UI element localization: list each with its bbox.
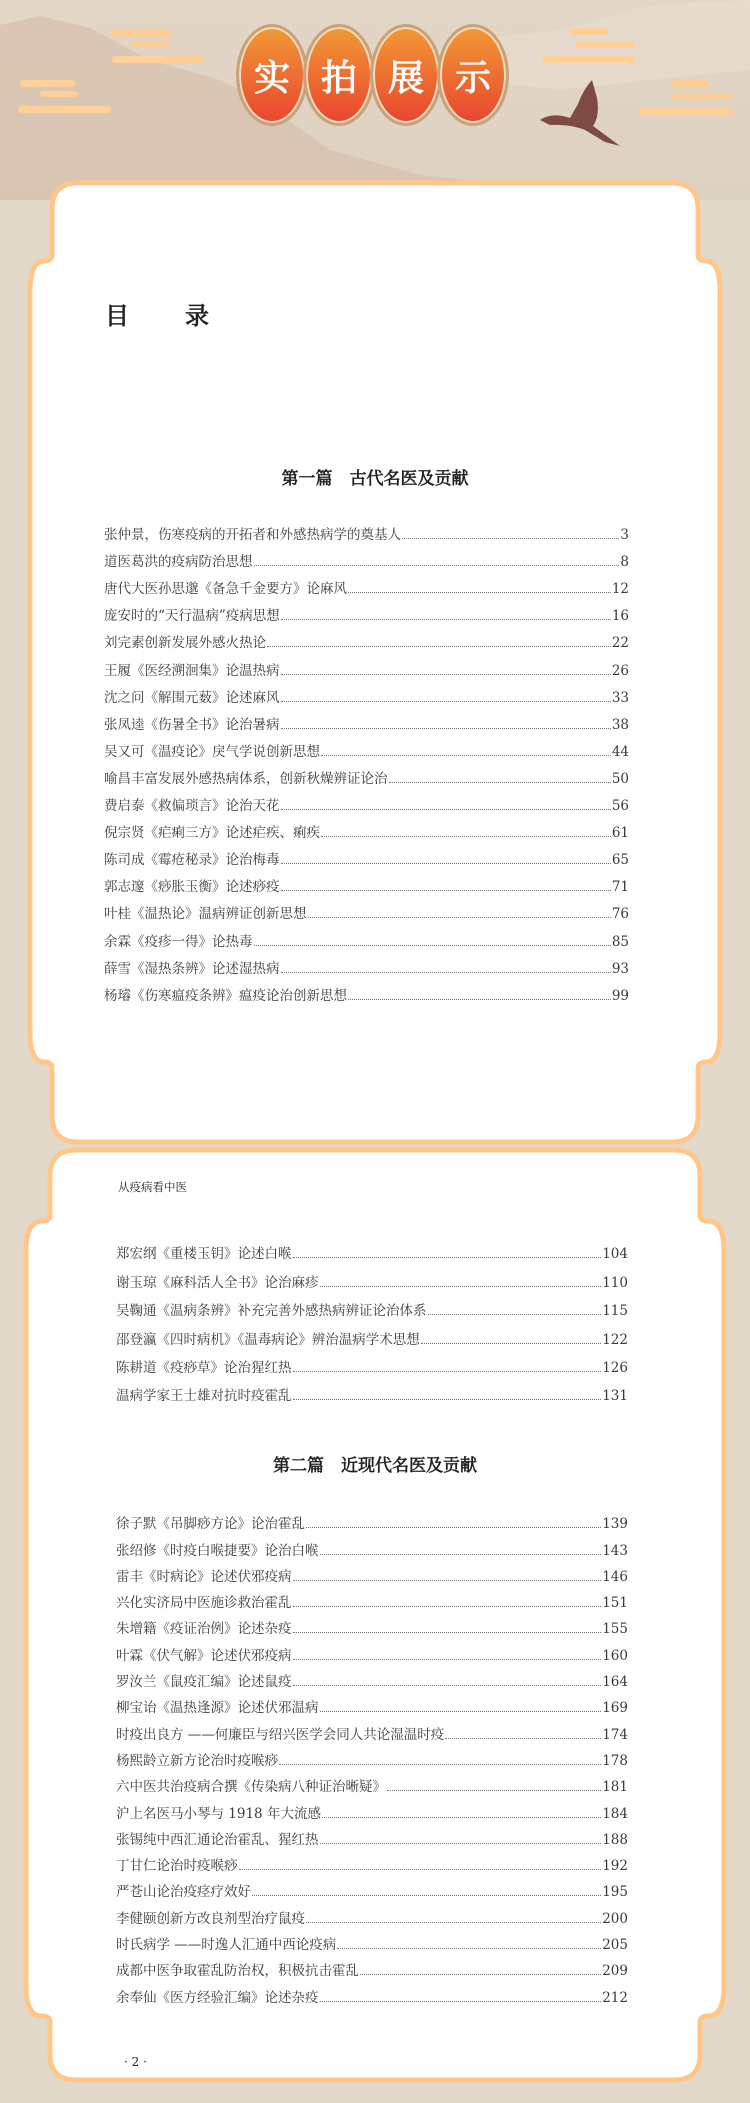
toc-entry-title: 徐子默《吊脚痧方论》论治霍乱 [116,1516,305,1533]
dot-leader [281,701,611,702]
dot-leader [428,1314,602,1315]
toc-entry-title: 严苍山论治疫痉疗效好 [116,1884,251,1901]
toc-entry-page: 33 [611,689,629,706]
toc-entry[interactable] [104,977,629,1004]
toc-entry-page: 71 [611,879,629,896]
page-number: · 2 · [124,2055,147,2069]
toc-entry-page: 44 [611,743,629,760]
toc-entry-title: 郑宏纲《重楼玉钥》论述白喉 [116,1246,292,1263]
toc-entry[interactable] [116,1506,628,1532]
dot-leader [293,1632,602,1633]
dot-leader [445,1738,601,1739]
toc-entry[interactable] [104,597,629,624]
toc-list-2a [116,1234,628,1404]
dot-leader [293,1371,602,1372]
toc-entry[interactable] [104,570,629,597]
toc-title-char: 目 [105,301,129,330]
toc-entry[interactable] [104,733,629,760]
dot-leader [267,646,611,647]
banner-char-badge: 实 [236,24,308,126]
toc-entry[interactable] [116,1637,628,1663]
toc-entry-title: 谢玉琼《麻科活人全书》论治麻疹 [116,1274,319,1291]
toc-entry-title: 陈耕道《疫痧草》论治猩红热 [116,1359,292,1376]
toc-entry-page: 85 [611,933,629,950]
toc-entry[interactable] [116,1690,628,1716]
toc-entry-page: 174 [602,1726,628,1743]
toc-entry[interactable] [104,841,629,868]
toc-entry-page: 212 [602,1989,628,2006]
toc-entry-title: 吴鞠通《温病条辨》补充完善外感热病辨证论治体系 [116,1303,427,1320]
toc-entry-title: 邵登瀛《四时病机》《温毒病论》辨治温病学术思想 [116,1331,420,1348]
toc-entry-page: 139 [602,1516,628,1533]
toc-entry-title: 杨熙龄立新方论治时疫喉痧 [116,1752,278,1769]
toc-entry[interactable] [104,516,629,543]
dot-leader [322,1817,601,1818]
toc-entry-title: 朱增籍《疫证治例》论述杂疫 [116,1621,292,1638]
toc-entry[interactable] [116,1262,628,1290]
toc-entry-title: 李健颐创新方改良剂型治疗鼠疫 [116,1910,305,1927]
toc-entry-title: 兴化实济局中医施诊救治霍乱 [116,1595,292,1612]
toc-entry-page: 8 [620,554,629,571]
dot-leader [421,1343,601,1344]
toc-entry-page: 99 [611,987,629,1004]
toc-entry[interactable] [104,760,629,787]
toc-entry-page: 50 [611,770,629,787]
toc-entry-title: 喻昌丰富发展外感热病体系，创新秋燥辨证论治 [104,770,388,787]
dot-leader [293,1580,602,1581]
toc-entry[interactable] [116,1664,628,1690]
toc-entry-page: 26 [611,662,629,679]
toc-entry[interactable] [116,1716,628,1742]
toc-entry-title: 余霖《疫疹一得》论热毒 [104,933,253,950]
dot-leader [320,1554,602,1555]
dot-leader [321,836,611,837]
toc-entry-page: 3 [620,527,629,544]
dot-leader [254,565,620,566]
toc-entry[interactable] [116,1559,628,1585]
toc-entry[interactable] [104,868,629,895]
toc-title-char: 录 [185,301,209,330]
toc-entry[interactable] [116,1927,628,1953]
toc-entry[interactable] [116,1291,628,1319]
dot-leader [308,917,611,918]
dot-leader [321,755,611,756]
banner-char-badge: 拍 [303,24,375,126]
toc-entry-page: 178 [602,1752,628,1769]
dot-leader [281,674,611,675]
toc-entry-page: 22 [611,635,629,652]
toc-entry[interactable] [104,895,629,922]
toc-entry-title: 倪宗贤《疟痢三方》论述疟疾、痢疾 [104,825,320,842]
dot-leader [360,1974,601,1975]
dot-leader [387,1790,601,1791]
dot-leader [320,2001,602,2002]
toc-entry-page: 115 [602,1303,628,1320]
toc-entry[interactable] [116,1822,628,1848]
toc-entry[interactable] [116,1769,628,1795]
toc-entry[interactable] [116,1848,628,1874]
toc-entry-title: 六中医共治疫病合撰《传染病八种证治晰疑》 [116,1779,386,1796]
dot-leader [254,945,611,946]
dot-leader [281,890,611,891]
toc-entry-page: 16 [611,608,629,625]
toc-entry-title: 吴又可《温疫论》戾气学说创新思想 [104,743,320,760]
toc-entry-title: 雷丰《时病论》论述伏邪疫病 [116,1568,292,1585]
toc-entry-title: 罗汝兰《鼠疫汇编》论述鼠疫 [116,1674,292,1691]
dot-leader [348,592,611,593]
toc-entry-page: 146 [602,1568,628,1585]
toc-entry[interactable] [116,1874,628,1900]
dot-leader [306,1527,601,1528]
banner-char-badge: 示 [437,24,509,126]
toc-entry[interactable] [116,1319,628,1347]
toc-entry-page: 143 [602,1542,628,1559]
dot-leader [320,1843,602,1844]
toc-entry-page: 110 [602,1274,628,1291]
toc-entry-title: 沪上名医马小琴与 1918 年大流感 [116,1805,321,1822]
toc-entry-page: 184 [602,1805,628,1822]
toc-entry-title: 柳宝诒《温热逢源》论述伏邪温病 [116,1700,319,1717]
toc-entry-page: 160 [602,1647,628,1664]
toc-entry-page: 131 [602,1388,628,1405]
toc-entry-page: 188 [602,1831,628,1848]
toc-entry[interactable] [104,950,629,977]
dot-leader [281,809,611,810]
dot-leader [239,1869,602,1870]
toc-entry-title: 温病学家王士雄对抗时疫霍乱 [116,1388,292,1405]
toc-entry[interactable] [116,1795,628,1821]
toc-entry[interactable] [116,1348,628,1376]
dot-leader [402,538,619,539]
toc-entry-page: 155 [602,1621,628,1638]
toc-entry-title: 刘完素创新发展外感火热论 [104,635,266,652]
toc-entry-title: 张锡纯中西汇通论治霍乱、猩红热 [116,1831,319,1848]
running-head: 从疫病看中医 [118,1180,187,1194]
section-heading-1: 第一篇 古代名医及贡献 [281,469,469,489]
toc-entry[interactable] [116,1979,628,2005]
dot-leader [281,972,611,973]
toc-entry-title: 唐代大医孙思邈《备急千金要方》论麻风 [104,581,347,598]
toc-entry[interactable] [104,922,629,949]
toc-entry-page: 104 [602,1246,628,1263]
toc-entry[interactable] [116,1234,628,1262]
dot-leader [293,1685,602,1686]
toc-entry-title: 道医葛洪的疫病防治思想 [104,554,253,571]
toc-entry-page: 169 [602,1700,628,1717]
toc-entry[interactable] [116,1900,628,1926]
toc-entry[interactable] [116,1532,628,1558]
toc-entry-page: 209 [602,1963,628,1980]
toc-entry-page: 122 [602,1331,628,1348]
toc-entry-page: 151 [602,1595,628,1612]
dot-leader [320,1711,602,1712]
toc-entry-page: 164 [602,1674,628,1691]
toc-entry-title: 陈司成《霉疮秘录》论治梅毒 [104,852,280,869]
toc-entry[interactable] [104,651,629,678]
dot-leader [320,1286,602,1287]
toc-entry-title: 时疫出良方 ——何廉臣与绍兴医学会同人共论湿温时疫 [116,1726,445,1743]
toc-entry[interactable] [116,1611,628,1637]
dot-leader [281,728,611,729]
toc-entry-page: 76 [611,906,629,923]
toc-entry[interactable] [104,706,629,733]
dot-leader [348,999,611,1000]
toc-entry[interactable] [116,1743,628,1769]
toc-list-2b [116,1506,628,2006]
toc-entry-title: 张凤逵《伤暑全书》论治暑病 [104,716,280,733]
toc-entry[interactable] [104,543,629,570]
toc-entry-page: 200 [602,1910,628,1927]
toc-entry-page: 56 [611,798,629,815]
toc-entry-title: 丁甘仁论治时疫喉痧 [116,1858,238,1875]
toc-list-1 [104,516,629,1004]
toc-entry-title: 沈之问《解围元薮》论述麻风 [104,689,280,706]
dot-leader [293,1257,602,1258]
dot-leader [293,1659,602,1660]
toc-entry-title: 张仲景，伤寒疫病的开拓者和外感热病学的奠基人 [104,527,401,544]
toc-entry-title: 张绍修《时疫白喉捷要》论治白喉 [116,1542,319,1559]
toc-entry[interactable] [104,679,629,706]
toc-entry-title: 叶霖《伏气解》论述伏邪疫病 [116,1647,292,1664]
toc-entry[interactable] [104,624,629,651]
toc-entry-title: 成都中医争取霍乱防治权，积极抗击霍乱 [116,1963,359,1980]
banner-char-badge: 展 [370,24,442,126]
dot-leader [337,1948,601,1949]
toc-entry-title: 余奉仙《医方经验汇编》论述杂疫 [116,1989,319,2006]
toc-entry-page: 126 [602,1359,628,1376]
toc-entry-title: 费启泰《救偏琐言》论治天花 [104,798,280,815]
toc-entry-title: 庞安时的“天行温病”疫病思想 [104,608,280,625]
toc-entry-title: 郭志邃《痧胀玉衡》论述痧疫 [104,879,280,896]
toc-entry[interactable] [116,1585,628,1611]
toc-entry[interactable] [116,1953,628,1979]
dot-leader [279,1764,601,1765]
toc-entry-page: 61 [611,825,629,842]
dot-leader [293,1399,602,1400]
toc-entry-page: 181 [602,1779,628,1796]
dot-leader [389,782,611,783]
toc-entry-title: 杨璿《伤寒瘟疫条辨》瘟疫论治创新思想 [104,987,347,1004]
toc-entry-title: 时氏病学 ——时逸人汇通中西论疫病 [116,1937,337,1954]
toc-entry[interactable] [104,787,629,814]
toc-entry-page: 93 [611,960,629,977]
dot-leader [252,1895,601,1896]
toc-title [105,296,209,331]
toc-entry[interactable] [104,814,629,841]
section-heading-2: 第二篇 近现代名医及贡献 [273,1456,477,1476]
toc-entry-title: 王履《医经溯洄集》论温热病 [104,662,280,679]
toc-entry[interactable] [116,1376,628,1404]
toc-entry-page: 38 [611,716,629,733]
toc-entry-page: 195 [602,1884,628,1901]
dot-leader [293,1606,602,1607]
dot-leader [281,619,611,620]
dot-leader [281,863,611,864]
toc-entry-page: 192 [602,1858,628,1875]
toc-entry-page: 65 [611,852,629,869]
toc-entry-title: 薛雪《湿热条辨》论述湿热病 [104,960,280,977]
toc-entry-title: 叶桂《温热论》温病辨证创新思想 [104,906,307,923]
dot-leader [306,1922,601,1923]
toc-entry-page: 205 [602,1937,628,1954]
toc-entry-page: 12 [611,581,629,598]
